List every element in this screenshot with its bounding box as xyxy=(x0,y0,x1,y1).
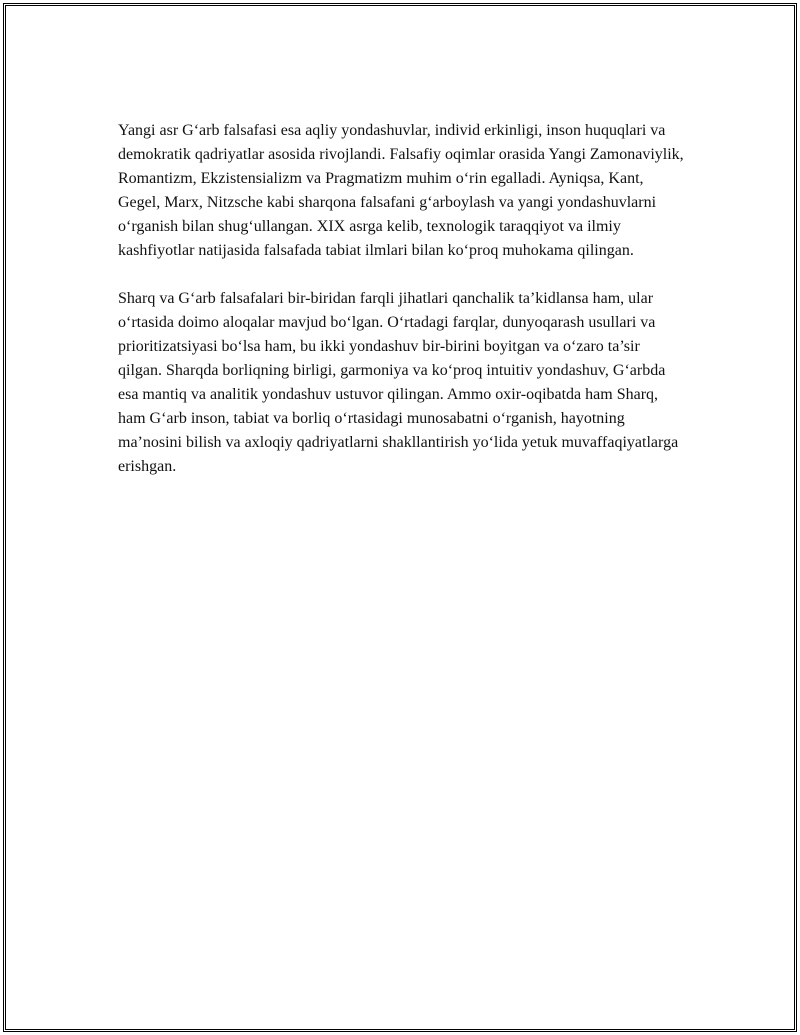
paragraph-2: Sharq va G‘arb falsafalari bir-biridan farqli jihatlari qanchalik ta’kidlansa ham, ular o‘rtasida doimo aloqalar mavjud bo‘lgan. O‘rtadagi farqlar, dunyoqarash usullari va prioritizatsiyasi bo‘lsa ham, bu ikki yondashuv bir-birini boyitgan va o‘zaro ta’sir qilgan. Sharqda borliqning birligi, garmoniya va ko‘proq intuitiv yondashuv, G‘arbda esa mantiq va analitik yondashuv ustuvor qilingan. Ammo oxir-oqibatda ham Sharq, ham G‘arb inson, tabiat va borliq o‘rtasidagi munosabatni o‘rganish, hayotning ma’nosini bilish va axloqiy qadriyatlarni shakllantirish yo‘lida yetuk muvaffaqiyatlarga erishgan. xyxy=(118,290,679,475)
paragraph-1: Yangi asr G‘arb falsafasi esa aqliy yondashuvlar, individ erkinligi, inson huquqlari va demokratik qadriyatlar asosida rivojlandi. Falsafiy oqimlar orasida Yangi Zamonaviylik, Romantizm, Ekzistensializm va Pragmatizm muhim o‘rin egalladi. Ayniqsa, Kant, Gegel, Marx, Nitzsche kabi sharqona falsafani g‘arboylash va yangi yondashuvlarni o‘rganish bilan shug‘ullangan. XIX asrga kelib, texnologik taraqqiyot va ilmiy kashfiyotlar natijasida falsafada tabiat ilmlari bilan ko‘proq muhokama qilingan. xyxy=(118,122,684,259)
document-body xyxy=(118,119,684,503)
